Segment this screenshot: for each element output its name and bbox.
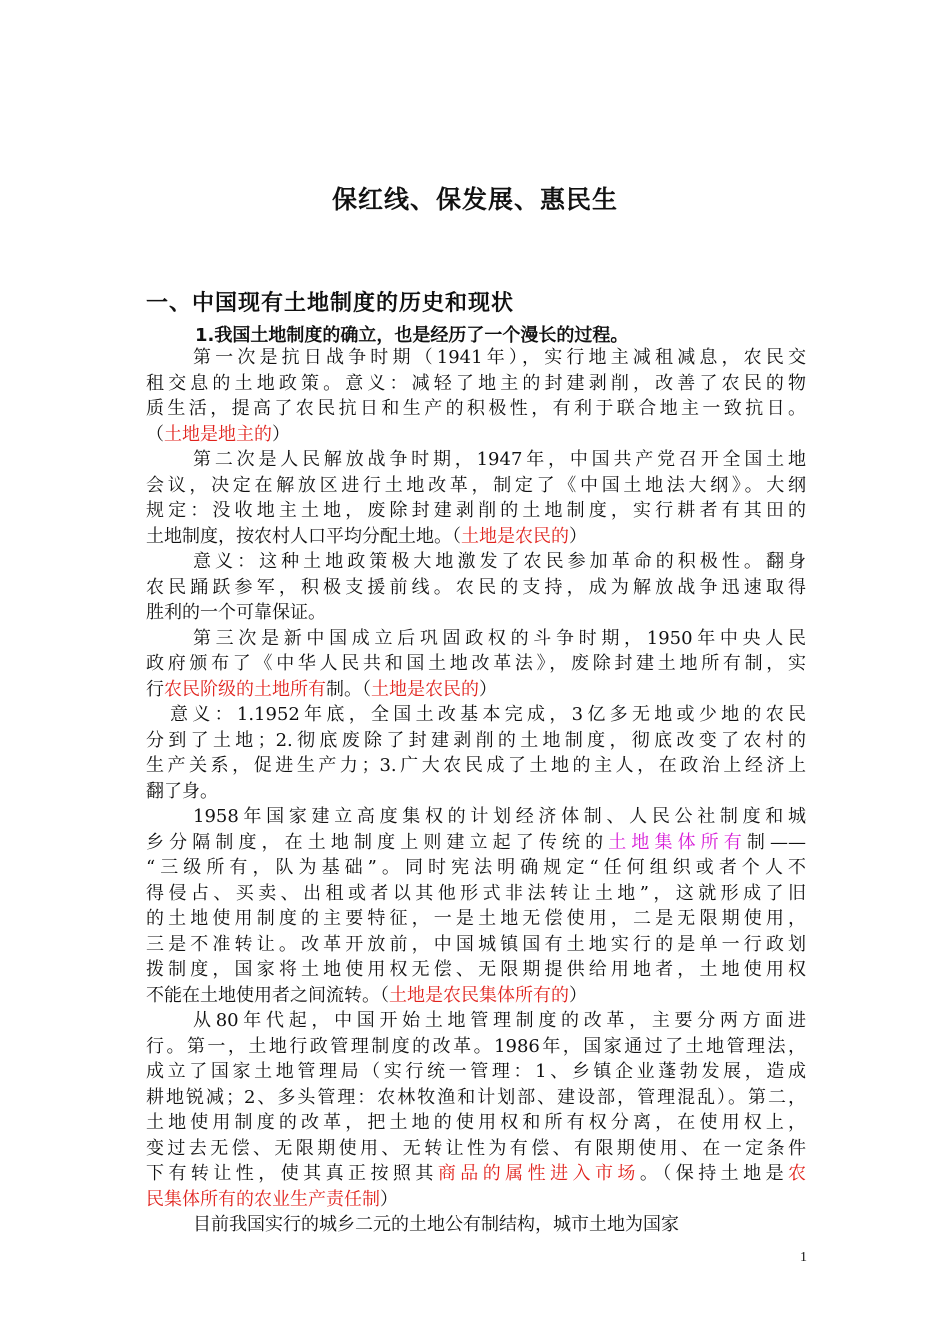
text-line <box>146 600 806 626</box>
text-line <box>146 779 806 805</box>
text-segment: 第二次是人民解放战争时期，1947年，中国共产党召开全国土地 <box>193 449 806 470</box>
page-title: 保红线、保发展、惠民生 <box>331 185 618 214</box>
text-line <box>146 1110 806 1136</box>
text-line <box>146 932 806 958</box>
text-line <box>146 1008 806 1034</box>
text-line <box>146 371 806 397</box>
text-segment: 农民踊跃参军，积极支援前线。农民的支持，成为解放战争迅速取得 <box>146 576 806 598</box>
text-line <box>146 1059 806 1085</box>
text-segment: 目前我国实行的城乡二元的土地公有制结构，城市土地为国家 <box>193 1214 679 1235</box>
text-segment: 变过去无偿、无限期使用、无转让性为有偿、有限期使用、在一定条件 <box>146 1137 806 1159</box>
text-segment: 1958年国家建立高度集权的计划经济体制、人民公社制度和城 <box>193 806 806 827</box>
text-line <box>146 830 806 856</box>
text-line <box>146 498 806 524</box>
highlighted-text: 农民阶级的土地所有 <box>164 678 326 700</box>
text-segment: 翻了身。 <box>146 780 218 802</box>
text-segment: 第三次是新中国成立后巩固政权的斗争时期，1950年中央人民 <box>193 627 806 649</box>
body-text <box>146 345 806 1238</box>
text-line <box>146 753 806 779</box>
text-line <box>146 524 806 550</box>
text-segment: 土地使用制度的改革，把土地的使用权和所有权分离，在使用权上， <box>146 1112 806 1133</box>
text-line <box>146 651 806 677</box>
highlighted-text: 商品的属性进入市场 <box>437 1163 640 1184</box>
highlighted-text: 土地是农民的 <box>371 678 479 700</box>
text-line <box>146 1034 806 1060</box>
text-line <box>146 906 806 932</box>
text-line <box>146 957 806 983</box>
text-segment: 。（保持土地是 <box>639 1163 789 1184</box>
text-segment: 分到了土地；2.彻底废除了封建剥削的土地制度，彻底改变了农村的 <box>146 729 806 751</box>
text-line <box>146 728 806 754</box>
text-line <box>146 1161 806 1187</box>
text-line <box>146 677 806 703</box>
text-segment: 第一次是抗日战争时期（1941年），实行地主减租减息，农民交 <box>193 347 806 368</box>
text-segment: 意义：1.1952年底，全国土改基本完成，3亿多无地或少地的农民 <box>170 704 806 725</box>
text-line <box>146 575 806 601</box>
subheading: 1.我国土地制度的确立，也是经历了一个漫长的过程。 <box>195 325 629 346</box>
text-segment: ） <box>272 423 290 445</box>
text-line <box>146 855 806 881</box>
page-number: 1 <box>800 1250 807 1265</box>
text-line <box>146 881 806 907</box>
text-segment: 土地制度，按农村人口平均分配土地。（ <box>146 525 461 547</box>
text-segment: （ <box>146 423 164 445</box>
text-segment: 规定：没收地主土地，废除封建剥削的土地制度，实行耕者有其田的 <box>146 500 806 521</box>
text-line <box>146 626 806 652</box>
text-segment: 成立了国家土地管理局（实行统一管理：1、乡镇企业蓬勃发展，造成 <box>146 1061 806 1082</box>
text-line <box>146 396 806 422</box>
text-segment: 得侵占、买卖、出租或者以其他形式非法转让土地”，这就形成了旧 <box>146 882 806 904</box>
text-segment: 耕地锐减；2、多头管理：农林牧渔和计划部、建设部，管理混乱）。第二， <box>146 1086 806 1108</box>
text-segment: 制。（ <box>326 678 371 700</box>
text-segment: 生产关系，促进生产力；3.广大农民成了土地的主人，在政治上经济上 <box>146 755 806 776</box>
text-line <box>146 549 806 575</box>
text-line <box>146 804 806 830</box>
text-line <box>146 1136 806 1162</box>
text-segment: “三级所有，队为基础”。同时宪法明确规定“任何组织或者个人不 <box>146 857 806 878</box>
text-segment: 不能在土地使用者之间流转。（ <box>146 984 389 1006</box>
highlighted-text: 民集体所有的农业生产责任制 <box>146 1188 380 1210</box>
text-segment: 拨制度，国家将土地使用权无偿、无限期提供给用地者，土地使用权 <box>146 959 806 980</box>
text-line <box>146 345 806 371</box>
text-segment: 下有转让性，使其真正按照其 <box>146 1163 438 1184</box>
text-line <box>146 473 806 499</box>
text-line <box>146 1212 806 1238</box>
text-segment: 意义：这种土地政策极大地激发了农民参加革命的积极性。翻身 <box>193 551 806 572</box>
text-segment: ） <box>569 525 587 547</box>
highlighted-text: 土地是农民集体所有的 <box>389 984 569 1006</box>
text-line <box>146 422 806 448</box>
text-line <box>146 447 806 473</box>
text-segment: 制—— <box>746 831 807 853</box>
highlighted-text: 农 <box>788 1163 807 1184</box>
text-segment: 三是不准转让。改革开放前，中国城镇国有土地实行的是单一行政划 <box>146 933 806 955</box>
text-line <box>146 702 806 728</box>
highlighted-text: 土地集体所有 <box>608 831 747 853</box>
text-segment: 会议，决定在解放区进行土地改革，制定了《中国土地法大纲》。大纲 <box>146 474 806 496</box>
text-segment: 行。第一，土地行政管理制度的改革。1986年，国家通过了土地管理法， <box>146 1035 806 1057</box>
text-segment: 行 <box>146 678 164 700</box>
section-heading: 一、中国现有土地制度的历史和现状 <box>146 291 515 316</box>
text-line <box>146 983 806 1009</box>
text-segment: 质生活，提高了农民抗日和生产的积极性，有利于联合地主一致抗日。 <box>146 398 806 419</box>
text-segment: 从80年代起，中国开始土地管理制度的改革，主要分两方面进 <box>193 1010 806 1031</box>
text-segment: ） <box>569 984 587 1006</box>
text-line <box>146 1187 806 1213</box>
highlighted-text: 土地是地主的 <box>164 423 272 445</box>
text-segment: 租交息的土地政策。意义：减轻了地主的封建剥削，改善了农民的物 <box>146 372 806 394</box>
text-segment: 的土地使用制度的主要特征，一是土地无偿使用，二是无限期使用， <box>146 908 806 929</box>
text-segment: 乡分隔制度，在土地制度上则建立起了传统的 <box>146 831 609 853</box>
text-line <box>146 1085 806 1111</box>
text-segment: 胜利的一个可靠保证。 <box>146 602 326 623</box>
highlighted-text: 土地是农民的 <box>461 525 569 547</box>
text-segment: 政府颁布了《中华人民共和国土地改革法》，废除封建土地所有制，实 <box>146 653 806 674</box>
text-segment: ） <box>479 678 497 700</box>
text-segment: ） <box>380 1188 398 1210</box>
